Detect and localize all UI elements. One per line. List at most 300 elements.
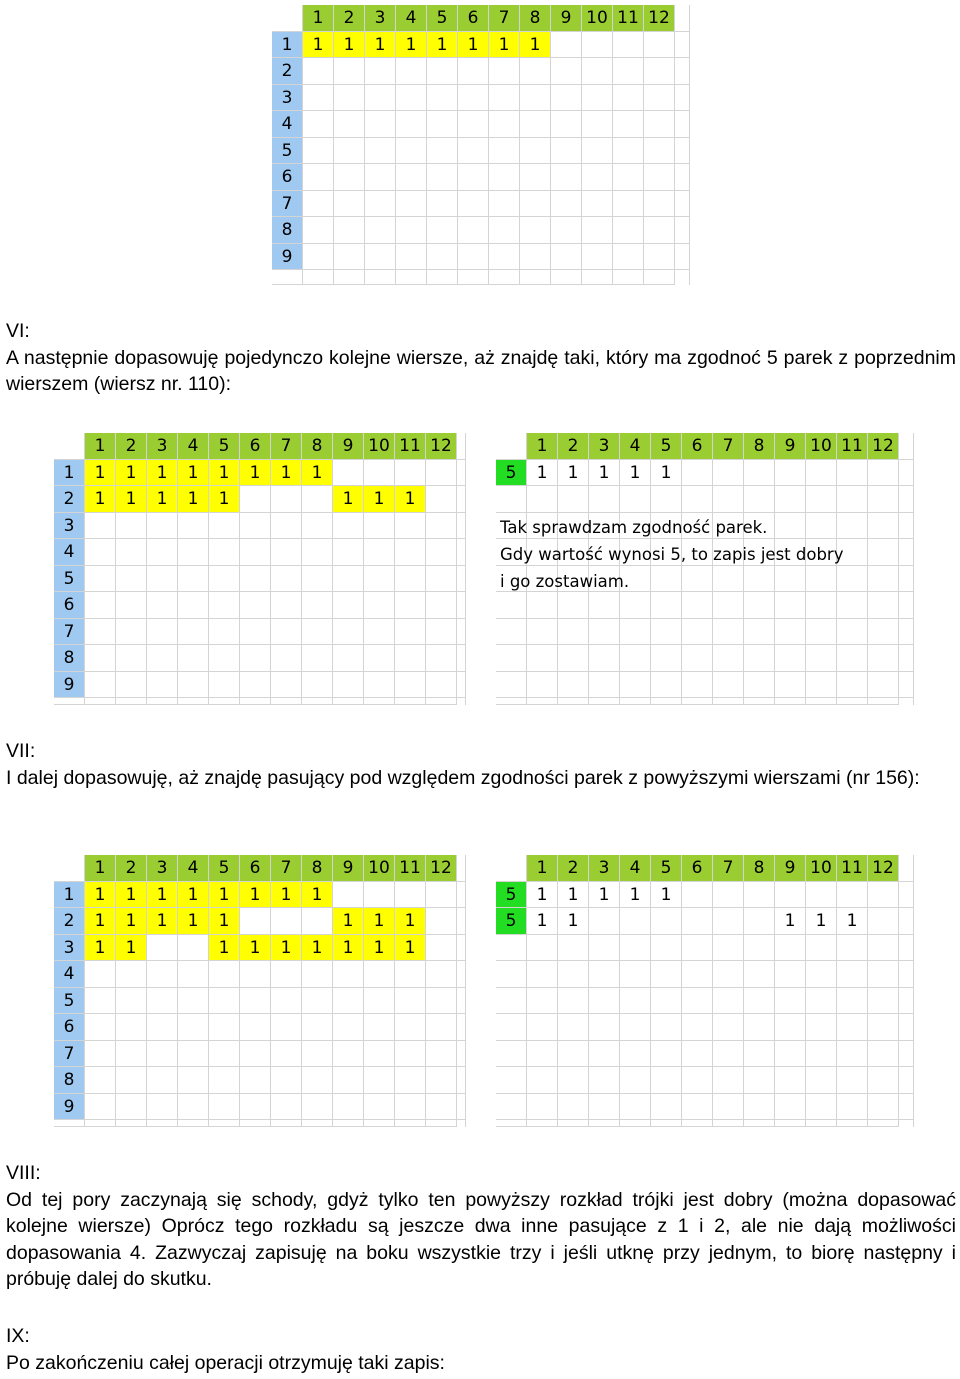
grid-cell xyxy=(744,645,775,672)
grid-cell xyxy=(837,672,868,699)
grid-cell xyxy=(116,592,147,619)
grid-cell xyxy=(868,486,899,513)
grid-cell xyxy=(868,645,899,672)
grid-cell xyxy=(457,908,466,935)
grid-cell xyxy=(620,1120,651,1127)
grid-cell xyxy=(496,1067,527,1094)
grid-cell xyxy=(302,592,333,619)
grid-cell xyxy=(837,935,868,962)
grid-cell xyxy=(489,85,520,112)
grid-cell xyxy=(899,1014,914,1041)
grid-cell xyxy=(364,1014,395,1041)
grid-cell xyxy=(427,111,458,138)
grid-corner-cell xyxy=(272,5,303,32)
grid-cell xyxy=(775,460,806,487)
grid-cell xyxy=(613,111,644,138)
grid-cell xyxy=(178,1041,209,1068)
grid-cell xyxy=(426,1120,457,1127)
column-header: 4 xyxy=(178,855,209,882)
column-header: 5 xyxy=(209,855,240,882)
grid-cell xyxy=(116,1041,147,1068)
column-header: 1 xyxy=(527,855,558,882)
grid-cell xyxy=(271,672,302,699)
grid-cell xyxy=(333,1120,364,1127)
row-header: 5 xyxy=(272,138,303,165)
grid-cell xyxy=(489,217,520,244)
grid-cell xyxy=(644,217,675,244)
grid-cell xyxy=(178,566,209,593)
pair-cell: 1 xyxy=(271,882,302,909)
grid-cell xyxy=(147,698,178,705)
grid-cell xyxy=(682,1041,713,1068)
grid-cell xyxy=(458,58,489,85)
row-header: 4 xyxy=(54,539,85,566)
grid-cell xyxy=(333,539,364,566)
grid-cell xyxy=(240,1067,271,1094)
grid-cell xyxy=(520,164,551,191)
grid-cell xyxy=(240,539,271,566)
grid-cell xyxy=(899,486,914,513)
grid-cell xyxy=(365,191,396,218)
grid-cell xyxy=(496,672,527,699)
column-header: 1 xyxy=(527,433,558,460)
grid-cell xyxy=(302,672,333,699)
row-header: 8 xyxy=(54,645,85,672)
row-header: 7 xyxy=(54,1041,85,1068)
grid-cell xyxy=(589,619,620,646)
column-header: 3 xyxy=(589,855,620,882)
section-viii xyxy=(6,1160,956,1293)
pair-cell: 1 xyxy=(116,935,147,962)
pair-cell: 1 xyxy=(302,882,333,909)
check-note-line: i go zostawiam. xyxy=(500,572,630,591)
grid-cell xyxy=(899,433,914,460)
grid-cell xyxy=(589,1067,620,1094)
grid-cell xyxy=(837,592,868,619)
grid-cell xyxy=(271,1041,302,1068)
grid-cell xyxy=(116,513,147,540)
grid-cell xyxy=(899,1094,914,1121)
pair-cell: 1 xyxy=(333,908,364,935)
grid-cell xyxy=(496,592,527,619)
grid-cell xyxy=(426,935,457,962)
grid-cell xyxy=(620,908,651,935)
grid-cell xyxy=(620,961,651,988)
pair-cell: 1 xyxy=(427,32,458,59)
pair-cell: 1 xyxy=(458,32,489,59)
grid-cell xyxy=(682,908,713,935)
grid-cell xyxy=(147,1094,178,1121)
grid-cell xyxy=(713,935,744,962)
grid-cell xyxy=(551,164,582,191)
grid-cell xyxy=(395,566,426,593)
grid-cell xyxy=(178,935,209,962)
pair-cell: 1 xyxy=(85,486,116,513)
column-header: 5 xyxy=(209,433,240,460)
grid-cell xyxy=(682,1094,713,1121)
grid-cell xyxy=(589,988,620,1015)
grid-cell xyxy=(520,191,551,218)
row-header: 5 xyxy=(54,566,85,593)
grid-cell xyxy=(458,138,489,165)
grid-cell xyxy=(551,85,582,112)
grid-cell xyxy=(457,619,466,646)
grid-cell xyxy=(806,592,837,619)
grid-cell xyxy=(54,698,85,705)
grid-cell xyxy=(644,164,675,191)
grid-cell xyxy=(271,539,302,566)
grid-cell xyxy=(302,988,333,1015)
grid-cell xyxy=(837,619,868,646)
grid-cell xyxy=(178,672,209,699)
column-header: 4 xyxy=(178,433,209,460)
column-header: 10 xyxy=(806,855,837,882)
column-header: 7 xyxy=(489,5,520,32)
grid-cell xyxy=(651,592,682,619)
grid-cell xyxy=(364,1094,395,1121)
grid-cell xyxy=(775,486,806,513)
grid-cell xyxy=(558,486,589,513)
pair-check-grid-step-vii xyxy=(496,855,914,1127)
row-header: 2 xyxy=(54,486,85,513)
grid-cell xyxy=(240,513,271,540)
grid-cell xyxy=(364,1067,395,1094)
grid-cell xyxy=(837,961,868,988)
grid-cell xyxy=(334,85,365,112)
grid-cell xyxy=(644,270,675,285)
pair-cell: 1 xyxy=(527,460,558,487)
grid-cell xyxy=(240,672,271,699)
grid-cell xyxy=(620,1094,651,1121)
grid-cell xyxy=(613,138,644,165)
pair-cell: 1 xyxy=(178,882,209,909)
grid-cell xyxy=(396,58,427,85)
grid-cell xyxy=(899,1067,914,1094)
grid-cell xyxy=(147,935,178,962)
column-header: 2 xyxy=(116,433,147,460)
column-header: 2 xyxy=(558,433,589,460)
column-header: 11 xyxy=(613,5,644,32)
grid-cell xyxy=(899,539,914,566)
grid-cell xyxy=(713,882,744,909)
grid-cell xyxy=(365,164,396,191)
column-header: 6 xyxy=(682,433,713,460)
column-header: 7 xyxy=(271,855,302,882)
column-header: 11 xyxy=(837,855,868,882)
grid-cell xyxy=(558,698,589,705)
grid-cell xyxy=(302,1120,333,1127)
grid-cell xyxy=(675,164,690,191)
pair-cell: 1 xyxy=(116,882,147,909)
grid-cell xyxy=(620,1041,651,1068)
grid-cell xyxy=(333,988,364,1015)
match-count-cell: 5 xyxy=(496,908,527,935)
grid-cell xyxy=(744,698,775,705)
pair-cell: 1 xyxy=(589,882,620,909)
grid-cell xyxy=(713,908,744,935)
grid-cell xyxy=(582,138,613,165)
grid-cell xyxy=(240,698,271,705)
column-header: 3 xyxy=(147,855,178,882)
grid-cell xyxy=(589,486,620,513)
grid-cell xyxy=(303,244,334,271)
column-header: 10 xyxy=(806,433,837,460)
grid-cell xyxy=(303,111,334,138)
grid-cell xyxy=(303,58,334,85)
grid-cell xyxy=(364,645,395,672)
grid-cell xyxy=(365,138,396,165)
grid-cell xyxy=(302,566,333,593)
section-viii-heading: VIII: xyxy=(6,1162,41,1184)
column-header: 5 xyxy=(427,5,458,32)
grid-cell xyxy=(775,988,806,1015)
grid-cell xyxy=(644,111,675,138)
grid-cell xyxy=(240,1041,271,1068)
grid-cell xyxy=(675,5,690,32)
grid-cell xyxy=(651,935,682,962)
grid-cell xyxy=(334,217,365,244)
grid-cell xyxy=(644,138,675,165)
grid-cell xyxy=(240,566,271,593)
grid-cell xyxy=(426,539,457,566)
grid-cell xyxy=(682,988,713,1015)
grid-cell xyxy=(806,486,837,513)
grid-cell xyxy=(744,672,775,699)
grid-cell xyxy=(364,539,395,566)
grid-cell xyxy=(775,1094,806,1121)
column-header: 11 xyxy=(395,433,426,460)
grid-cell xyxy=(427,85,458,112)
grid-cell xyxy=(365,85,396,112)
row-header: 9 xyxy=(54,1094,85,1121)
grid-cell xyxy=(147,1014,178,1041)
grid-cell xyxy=(396,270,427,285)
grid-cell xyxy=(333,1014,364,1041)
pair-cell: 1 xyxy=(395,908,426,935)
grid-cell xyxy=(364,1120,395,1127)
check-note xyxy=(500,514,843,595)
grid-cell xyxy=(837,988,868,1015)
section-vi xyxy=(6,318,956,398)
grid-cell xyxy=(868,566,899,593)
grid-cell xyxy=(651,672,682,699)
grid-cell xyxy=(675,32,690,59)
grid-cell xyxy=(620,486,651,513)
grid-cell xyxy=(589,592,620,619)
column-header: 10 xyxy=(582,5,613,32)
grid-cell xyxy=(527,619,558,646)
grid-cell xyxy=(582,244,613,271)
grid-cell xyxy=(303,85,334,112)
grid-cell xyxy=(271,645,302,672)
grid-cell xyxy=(147,539,178,566)
grid-cell xyxy=(806,1120,837,1127)
grid-cell xyxy=(303,138,334,165)
grid-cell xyxy=(240,961,271,988)
column-header: 6 xyxy=(458,5,489,32)
grid-cell xyxy=(868,698,899,705)
grid-cell xyxy=(527,698,558,705)
grid-cell xyxy=(364,961,395,988)
grid-cell xyxy=(302,513,333,540)
grid-cell xyxy=(489,270,520,285)
grid-cell xyxy=(271,1094,302,1121)
row-header: 6 xyxy=(54,1014,85,1041)
grid-cell xyxy=(302,1014,333,1041)
row-header: 8 xyxy=(272,217,303,244)
check-note-line: Gdy wartość wynosi 5, to zapis jest dobry xyxy=(500,545,844,564)
grid-cell xyxy=(520,85,551,112)
grid-cell xyxy=(744,1041,775,1068)
grid-cell xyxy=(209,592,240,619)
grid-cell xyxy=(302,645,333,672)
grid-cell xyxy=(489,111,520,138)
grid-cell xyxy=(868,1041,899,1068)
column-header: 4 xyxy=(620,855,651,882)
grid-cell xyxy=(651,1014,682,1041)
grid-cell xyxy=(302,486,333,513)
grid-cell xyxy=(551,270,582,285)
grid-cell xyxy=(333,592,364,619)
grid-cell xyxy=(868,460,899,487)
row-header: 3 xyxy=(54,513,85,540)
grid-cell xyxy=(240,988,271,1015)
column-header: 10 xyxy=(364,855,395,882)
grid-cell xyxy=(333,1094,364,1121)
grid-cell xyxy=(868,882,899,909)
grid-cell xyxy=(837,1067,868,1094)
grid-cell xyxy=(682,486,713,513)
section-ix xyxy=(6,1323,956,1376)
grid-cell xyxy=(713,1067,744,1094)
row-header: 6 xyxy=(272,164,303,191)
grid-cell xyxy=(458,85,489,112)
grid-cell xyxy=(458,244,489,271)
grid-cell xyxy=(116,539,147,566)
grid-cell xyxy=(558,1067,589,1094)
grid-cell xyxy=(713,486,744,513)
grid-cell xyxy=(302,1094,333,1121)
grid-cell xyxy=(899,592,914,619)
grid-cell xyxy=(489,58,520,85)
grid-cell xyxy=(395,592,426,619)
column-header: 12 xyxy=(644,5,675,32)
grid-cell xyxy=(651,1094,682,1121)
pair-cell: 1 xyxy=(178,486,209,513)
grid-cell xyxy=(775,961,806,988)
grid-cell xyxy=(582,217,613,244)
grid-cell xyxy=(775,935,806,962)
grid-cell xyxy=(558,961,589,988)
grid-cell xyxy=(744,619,775,646)
pair-cell: 1 xyxy=(364,908,395,935)
grid-cell xyxy=(209,988,240,1015)
grid-cell xyxy=(271,988,302,1015)
grid-cell xyxy=(457,513,466,540)
pair-cell: 1 xyxy=(240,882,271,909)
grid-cell xyxy=(209,1041,240,1068)
grid-cell xyxy=(682,619,713,646)
grid-cell xyxy=(364,882,395,909)
grid-cell xyxy=(457,486,466,513)
grid-cell xyxy=(582,58,613,85)
grid-cell xyxy=(427,58,458,85)
column-header: 6 xyxy=(682,855,713,882)
check-note-line: Tak sprawdzam zgodność parek. xyxy=(500,518,768,537)
grid-cell xyxy=(868,539,899,566)
grid-cell xyxy=(775,1014,806,1041)
grid-cell xyxy=(682,592,713,619)
column-header: 1 xyxy=(85,433,116,460)
grid-cell xyxy=(713,1120,744,1127)
column-header: 5 xyxy=(651,855,682,882)
grid-cell xyxy=(496,698,527,705)
pair-cell: 1 xyxy=(85,908,116,935)
grid-cell xyxy=(713,1041,744,1068)
grid-cell xyxy=(613,32,644,59)
row-header: 6 xyxy=(54,592,85,619)
grid-cell xyxy=(303,191,334,218)
grid-cell xyxy=(209,645,240,672)
grid-cell xyxy=(489,244,520,271)
section-vii xyxy=(6,738,956,791)
row-header: 3 xyxy=(272,85,303,112)
grid-cell xyxy=(613,270,644,285)
pair-cell: 1 xyxy=(85,935,116,962)
grid-cell xyxy=(837,486,868,513)
grid-cell xyxy=(85,1014,116,1041)
grid-cell xyxy=(675,85,690,112)
grid-cell xyxy=(426,1067,457,1094)
grid-cell xyxy=(589,961,620,988)
grid-cell xyxy=(364,672,395,699)
grid-cell xyxy=(426,1041,457,1068)
pair-cell: 1 xyxy=(651,460,682,487)
grid-cell xyxy=(147,645,178,672)
column-header: 3 xyxy=(365,5,396,32)
row-header: 8 xyxy=(54,1067,85,1094)
grid-cell xyxy=(589,1041,620,1068)
grid-cell xyxy=(240,645,271,672)
grid-cell xyxy=(527,988,558,1015)
grid-cell xyxy=(837,698,868,705)
grid-cell xyxy=(868,935,899,962)
grid-cell xyxy=(365,111,396,138)
grid-cell xyxy=(520,58,551,85)
grid-cell xyxy=(675,111,690,138)
column-header: 2 xyxy=(558,855,589,882)
pair-cell: 1 xyxy=(589,460,620,487)
grid-cell xyxy=(209,672,240,699)
grid-cell xyxy=(116,961,147,988)
grid-cell xyxy=(806,1067,837,1094)
grid-cell xyxy=(899,672,914,699)
grid-cell xyxy=(457,935,466,962)
grid-cell xyxy=(178,513,209,540)
section-vii-body: I dalej dopasowuję, aż znajdę pasujący pod względem zgodności parek z powyższymi wierszami (nr 156): xyxy=(6,766,920,789)
pair-cell: 1 xyxy=(116,908,147,935)
pair-cell: 1 xyxy=(527,908,558,935)
grid-cell xyxy=(868,1014,899,1041)
grid-cell xyxy=(334,164,365,191)
grid-cell xyxy=(775,882,806,909)
pair-cell: 1 xyxy=(116,460,147,487)
grid-cell xyxy=(806,645,837,672)
pair-cell: 1 xyxy=(620,460,651,487)
grid-cell xyxy=(457,592,466,619)
grid-cell xyxy=(682,961,713,988)
grid-cell xyxy=(427,244,458,271)
